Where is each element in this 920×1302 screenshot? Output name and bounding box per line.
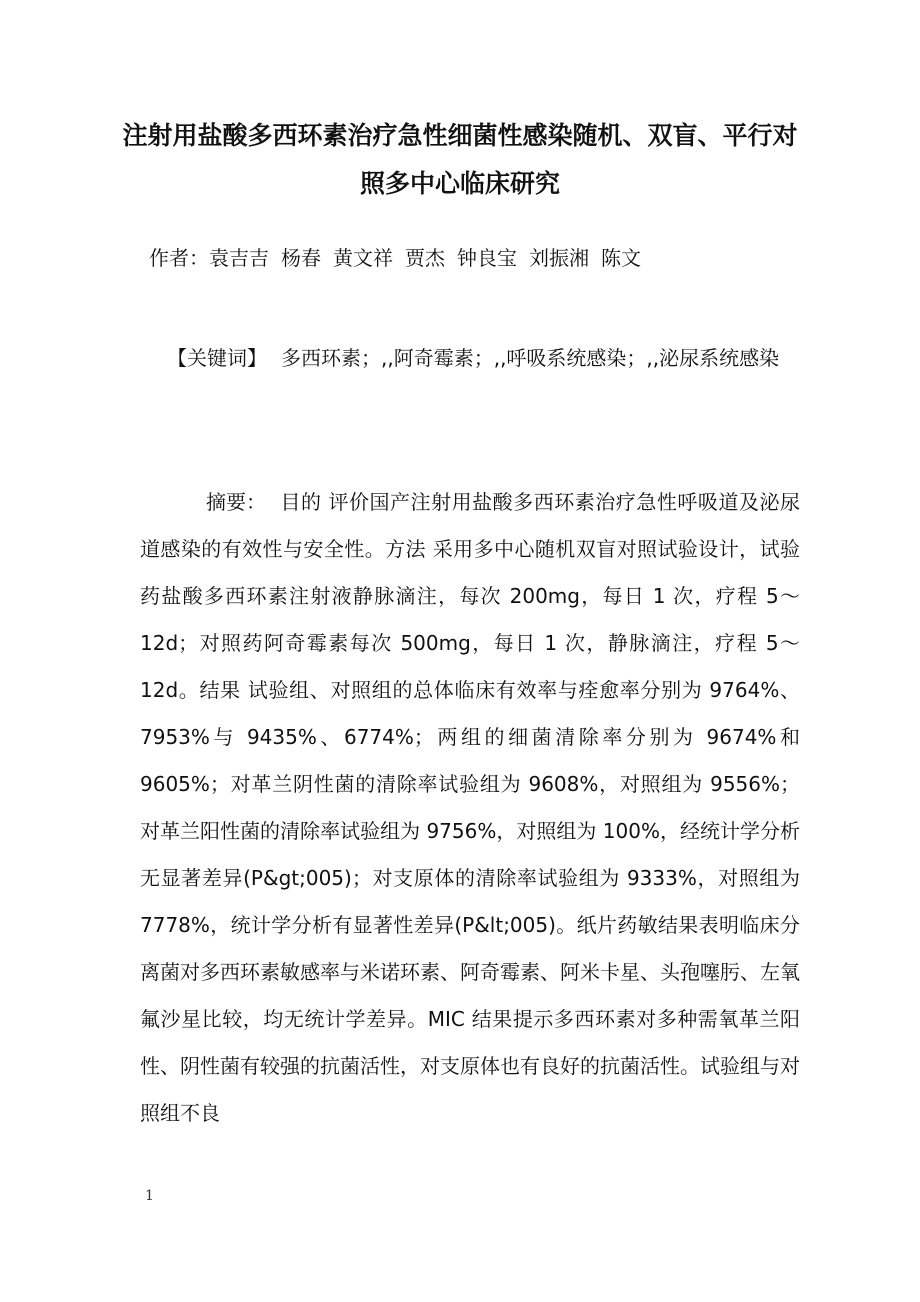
keywords-text: 多西环素；,,阿奇霉素；,,呼吸系统感染；,,泌尿系统感染 [281,346,780,370]
abstract-paragraph [140,479,800,1137]
author-name: 袁吉吉 [209,246,269,270]
authors-label: 作者： [149,246,209,270]
author-name: 钟良宝 [457,246,517,270]
page-number: 1 [145,1188,154,1204]
author-name: 杨春 [281,246,321,270]
author-name: 陈文 [601,246,641,270]
authors-line [149,240,653,276]
abstract-label: 摘要： [206,490,266,514]
author-name: 贾杰 [405,246,445,270]
author-name: 刘振湘 [529,246,589,270]
keywords-label: 【关键词】 [167,346,267,370]
author-name: 黄文祥 [333,246,393,270]
document-title: 注射用盐酸多西环素治疗急性细菌性感染随机、双盲、平行对照多中心临床研究 [122,121,798,198]
keywords-paragraph [140,334,800,382]
abstract-text: 目的 评价国产注射用盐酸多西环素治疗急性呼吸道及泌尿道感染的有效性与安全性。方法 采用多中心随机双盲对照试验设计，试验药盐酸多西环素注射液静脉滴注，每次 200mg，每日 1 次，疗程 5～12d；对照药阿奇霉素每次 500mg，每日 1 次，静脉滴注，疗程 5～12d。结果 试验组、对照组的总体临床有效率与痊愈率分别为 9764%、7953%与 9435%、6774%；两组的细菌清除率分别为 9674%和 9605%；对革兰阴性菌的清除率试验组为 9608%，对照组为 9556%；对革兰阳性菌的清除率试验组为 9756%，对照组为 100%，经统计学分析无显著差异(P&gt;005)；对支原体的清除率试验组为 9333%，对照组为 7778%，统计学分析有显著性差异(P&lt;005)。纸片药敏结果表明临床分离菌对多西环素敏感率与米诺环素、阿奇霉素、阿米卡星、头孢噻肟、左氧氟沙星比较，均无统计学差异。MIC 结果提示多西环素对多种需氧革兰阳性、阴性菌有较强的抗菌活性，对支原体也有良好的抗菌活性。试验组与对照组不良 [140,490,800,1125]
